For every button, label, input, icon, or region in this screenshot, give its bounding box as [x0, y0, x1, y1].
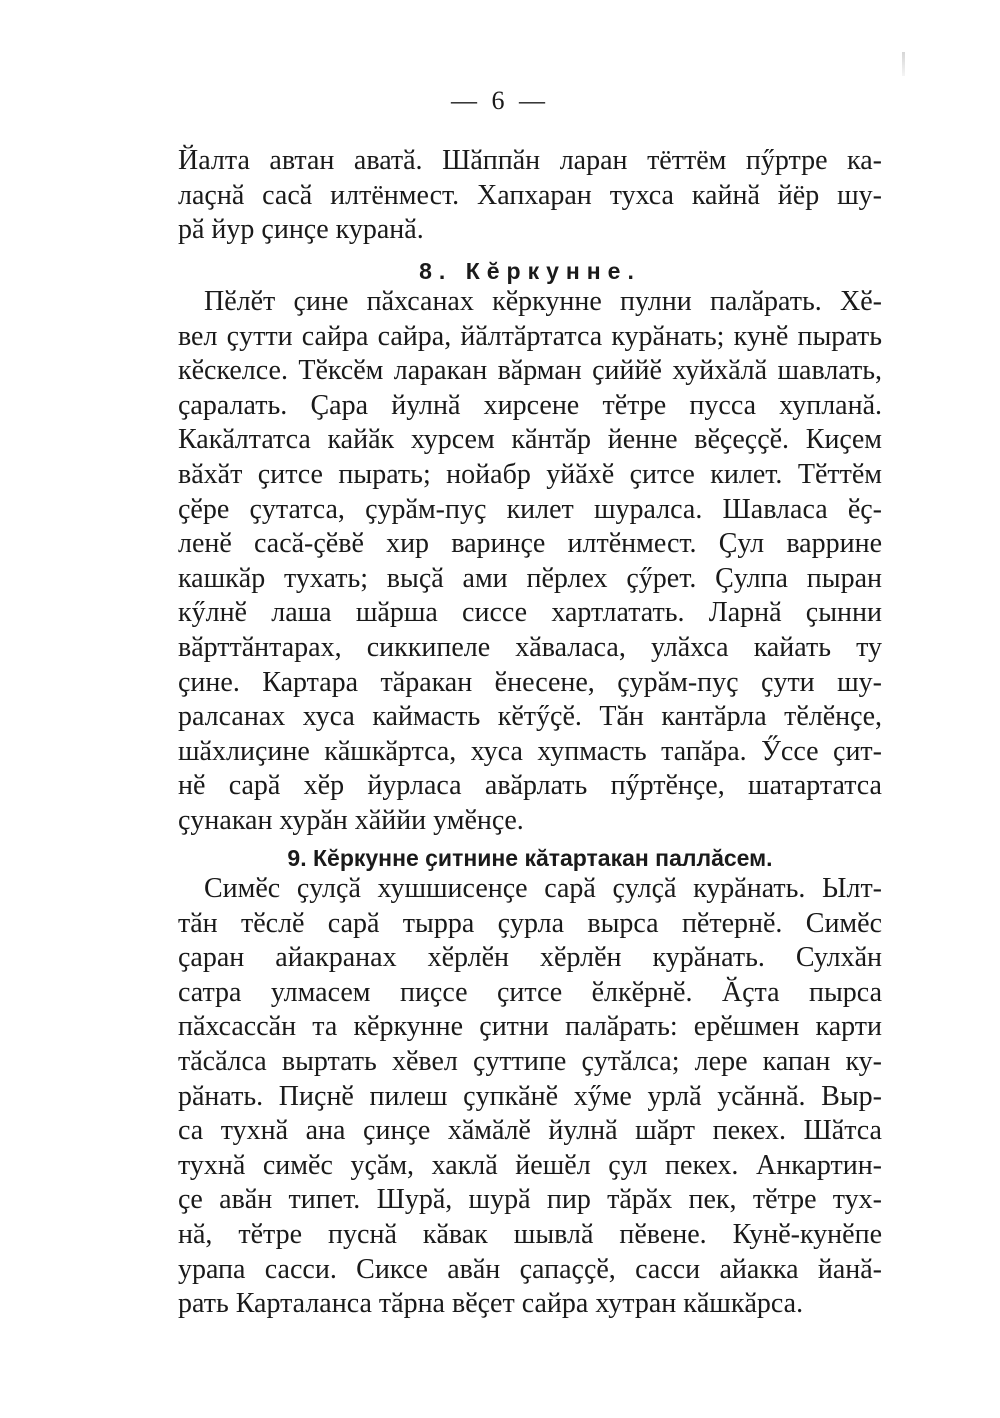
text-line: Йалта автан аватӑ. Шӑппӑн ларан тёттём пӳртре ка-	[178, 145, 882, 176]
text-line: кӗскелсе. Тӗксӗм ларакан вӑрман ҫиййӗ хуйхӑлӑ шавлать,	[178, 355, 882, 387]
text-line: ленӗ сасӑ-ҫӗвӗ хир варинҫе илтӗнмест. Ҫул варрине	[178, 528, 882, 560]
text-line: ҫаралать. Ҫара йулнӑ хирсене тӗтре пусса хупланӑ.	[178, 389, 882, 421]
text-line: тухнӑ симӗс уҫӑм, хаклӑ йешӗл ҫул пекех. Анкартин-	[178, 1149, 882, 1181]
text-line: кӳлнӗ лаша шӑрша сиссе хартлатать. Ларнӑ ҫынни	[178, 597, 882, 629]
text-line: ҫӗре ҫутатса, ҫурӑм-пуҫ килет шуралса. Шавласа ӗҫ-	[178, 493, 882, 525]
section-8-paragraph	[178, 285, 882, 839]
text-line: шӑхлиҫине кӑшкӑртса, хуса хупмасть тапӑра. Ӳссе ҫит-	[178, 735, 882, 767]
section-9-paragraph	[178, 872, 882, 1322]
text-line: ҫаран айакранах хӗрлӗн хӗрлӗн курӑнать. Сулхӑн	[178, 942, 882, 974]
text-line: вӑрттӑнтарах, сиккипеле хӑваласа, улӑхса кайать ту	[178, 631, 882, 663]
section-8-heading: 8. Кӗркунне.	[419, 258, 641, 284]
text-line: ҫине. Картара тӑракан ӗнесене, ҫурӑм-пуҫ ҫути шу-	[178, 666, 882, 698]
text-line: Какӑлтатса кайӑк хурсем кӑнтӑр йенне вӗҫеҫҫӗ. Киҫем	[178, 424, 882, 456]
text-line: лаҫнӑ сасӑ илтёнмест. Хапхаран тухса кайнӑ йёр шу-	[178, 179, 882, 211]
text-line: ралсанах хуса каймасть кӗтӳҫӗ. Тӑн кантӑрла тӗлӗнҫе,	[178, 701, 882, 733]
text-line: Пӗлӗт ҫине пӑхсанах кӗркунне пулни палӑрать. Хӗ-	[204, 286, 882, 317]
text-line: рӑнать. Пиҫнӗ пилеш ҫупкӑнӗ хӳме урлӑ усӑннӑ. Выр-	[178, 1080, 882, 1112]
text-line: сатра улмасем пиҫсе ҫитсе ӗлкӗрнӗ. Ӑҫта пырса	[178, 976, 882, 1008]
text-line: рӑ йур ҫинҫе куранӑ.	[178, 214, 424, 246]
scan-artifact	[902, 52, 905, 76]
text-line: кашкӑр тухать; выҫӑ ами пӗрлех ҫӳрет. Ҫулпа пыран	[178, 562, 882, 594]
text-line: пӑхсассӑн та кӗркунне ҫитни палӑрать: ерӗшмен карти	[178, 1011, 882, 1043]
text-line: нӗ сарӑ хӗр йурласа авӑрлать пӳртӗнҫе, шатартатса	[178, 770, 882, 802]
page-number: — 6 —	[451, 86, 549, 115]
text-line: нӑ, тӗтре пуснӑ кӑвак шывлӑ пӗвене. Кунӗ-кунӗпе	[178, 1218, 882, 1250]
text-line: урапа сасси. Сиксе авӑн ҫапаҫҫӗ, сасси айакка йанӑ-	[178, 1253, 882, 1285]
text-line: ҫунакан хурӑн хӑййи умӗнҫе.	[178, 804, 524, 836]
text-line: вӑхӑт ҫитсе пырать; нойабр уйӑхӗ ҫитсе килет. Тӗттӗм	[178, 458, 882, 490]
text-line: вел ҫутти сайра сайра, йӑлтӑртатса курӑнать; кунӗ пырать	[178, 320, 882, 352]
text-line: тӑн тӗслӗ сарӑ тырра ҫурла вырса пӗтернӗ. Симӗс	[178, 907, 882, 939]
section-9-heading: 9. Кӗркунне ҫитнине кӑтартакан паллӑсем.	[287, 845, 773, 871]
intro-paragraph	[178, 144, 882, 248]
text-line: са тухнӑ ана ҫинҫе хӑмӑлӗ йулнӑ шӑрт пекех. Шӑтса	[178, 1115, 882, 1147]
text-line: тӑсӑлса выртать хӗвел ҫуттипе ҫутӑлса; лере капан ку-	[178, 1045, 882, 1077]
text-line: Симӗс ҫулҫӑ хушшисенҫе сарӑ ҫулҫӑ курӑнать. Ылт-	[204, 873, 882, 904]
text-line: рать Карталанса тӑрна вӗҫет сайра хутран кӑшкӑрса.	[178, 1288, 804, 1320]
text-line: ҫе авӑн типет. Шурӑ, шурӑ пир тӑрӑх пек, тӗтре тух-	[178, 1184, 882, 1216]
